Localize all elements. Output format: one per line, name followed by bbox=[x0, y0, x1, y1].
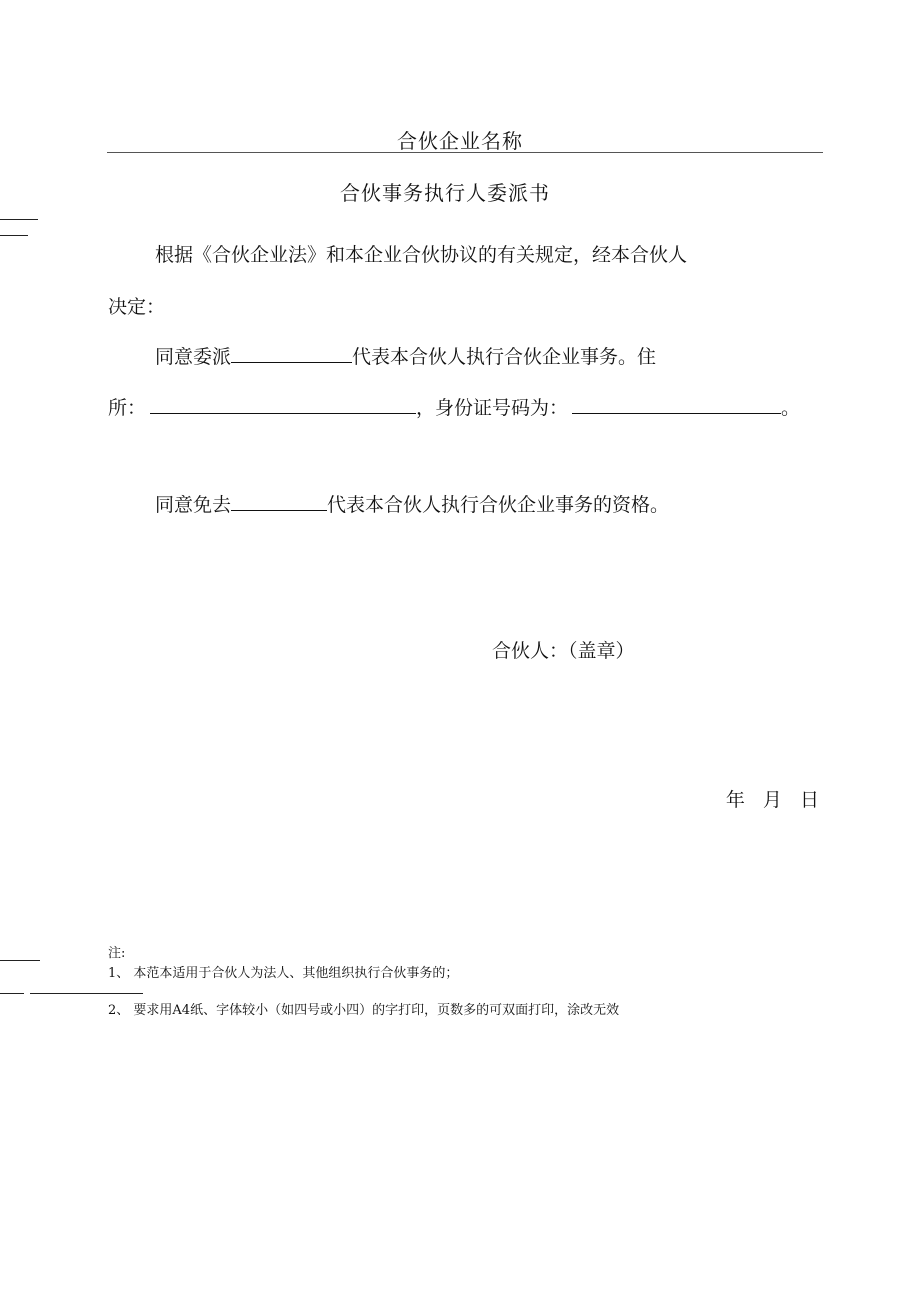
paragraph-remove bbox=[155, 490, 669, 517]
paragraph-basis-line2: 决定： bbox=[108, 296, 166, 318]
margin-mark bbox=[0, 993, 24, 994]
remove-prefix: 同意免去 bbox=[155, 494, 232, 516]
id-number-field[interactable] bbox=[572, 393, 781, 414]
paragraph-basis-line1: 根据《合伙企业法》和本企业合伙协议的有关规定，经本合伙人 bbox=[155, 244, 688, 266]
id-number-label: ，身份证号码为： bbox=[416, 397, 569, 419]
note-item: 1、 本范本适用于合伙人为法人、其他组织执行合伙事务的； bbox=[108, 966, 459, 981]
paragraph-address bbox=[108, 393, 800, 420]
partner-seal-label: 合伙人：（盖章） bbox=[492, 640, 635, 662]
document-title: 合伙事务执行人委派书 bbox=[340, 181, 550, 205]
notes-heading: 注: bbox=[108, 946, 126, 961]
remove-suffix: 代表本合伙人执行合伙企业事务的资格。 bbox=[327, 494, 670, 516]
margin-mark bbox=[30, 993, 143, 994]
margin-mark bbox=[0, 235, 28, 236]
margin-mark bbox=[0, 960, 40, 961]
company-name: 合伙企业名称 bbox=[397, 129, 523, 153]
removed-person-field[interactable] bbox=[231, 490, 327, 511]
paragraph-appoint bbox=[155, 342, 656, 369]
header-divider bbox=[107, 152, 823, 153]
date-label: 年 月 日 bbox=[725, 789, 821, 811]
address-field[interactable] bbox=[150, 393, 416, 414]
address-end: 。 bbox=[781, 397, 801, 419]
appoint-suffix: 代表本合伙人执行合伙企业事务。住 bbox=[352, 346, 657, 368]
note-item: 2、 要求用A4纸、字体较小（如四号或小四）的字打印，页数多的可双面打印，涂改无效 bbox=[108, 1003, 620, 1018]
appoint-prefix: 同意委派 bbox=[155, 346, 232, 368]
appointee-name-field[interactable] bbox=[231, 342, 352, 363]
address-label: 所： bbox=[108, 397, 147, 419]
margin-mark bbox=[0, 219, 38, 220]
